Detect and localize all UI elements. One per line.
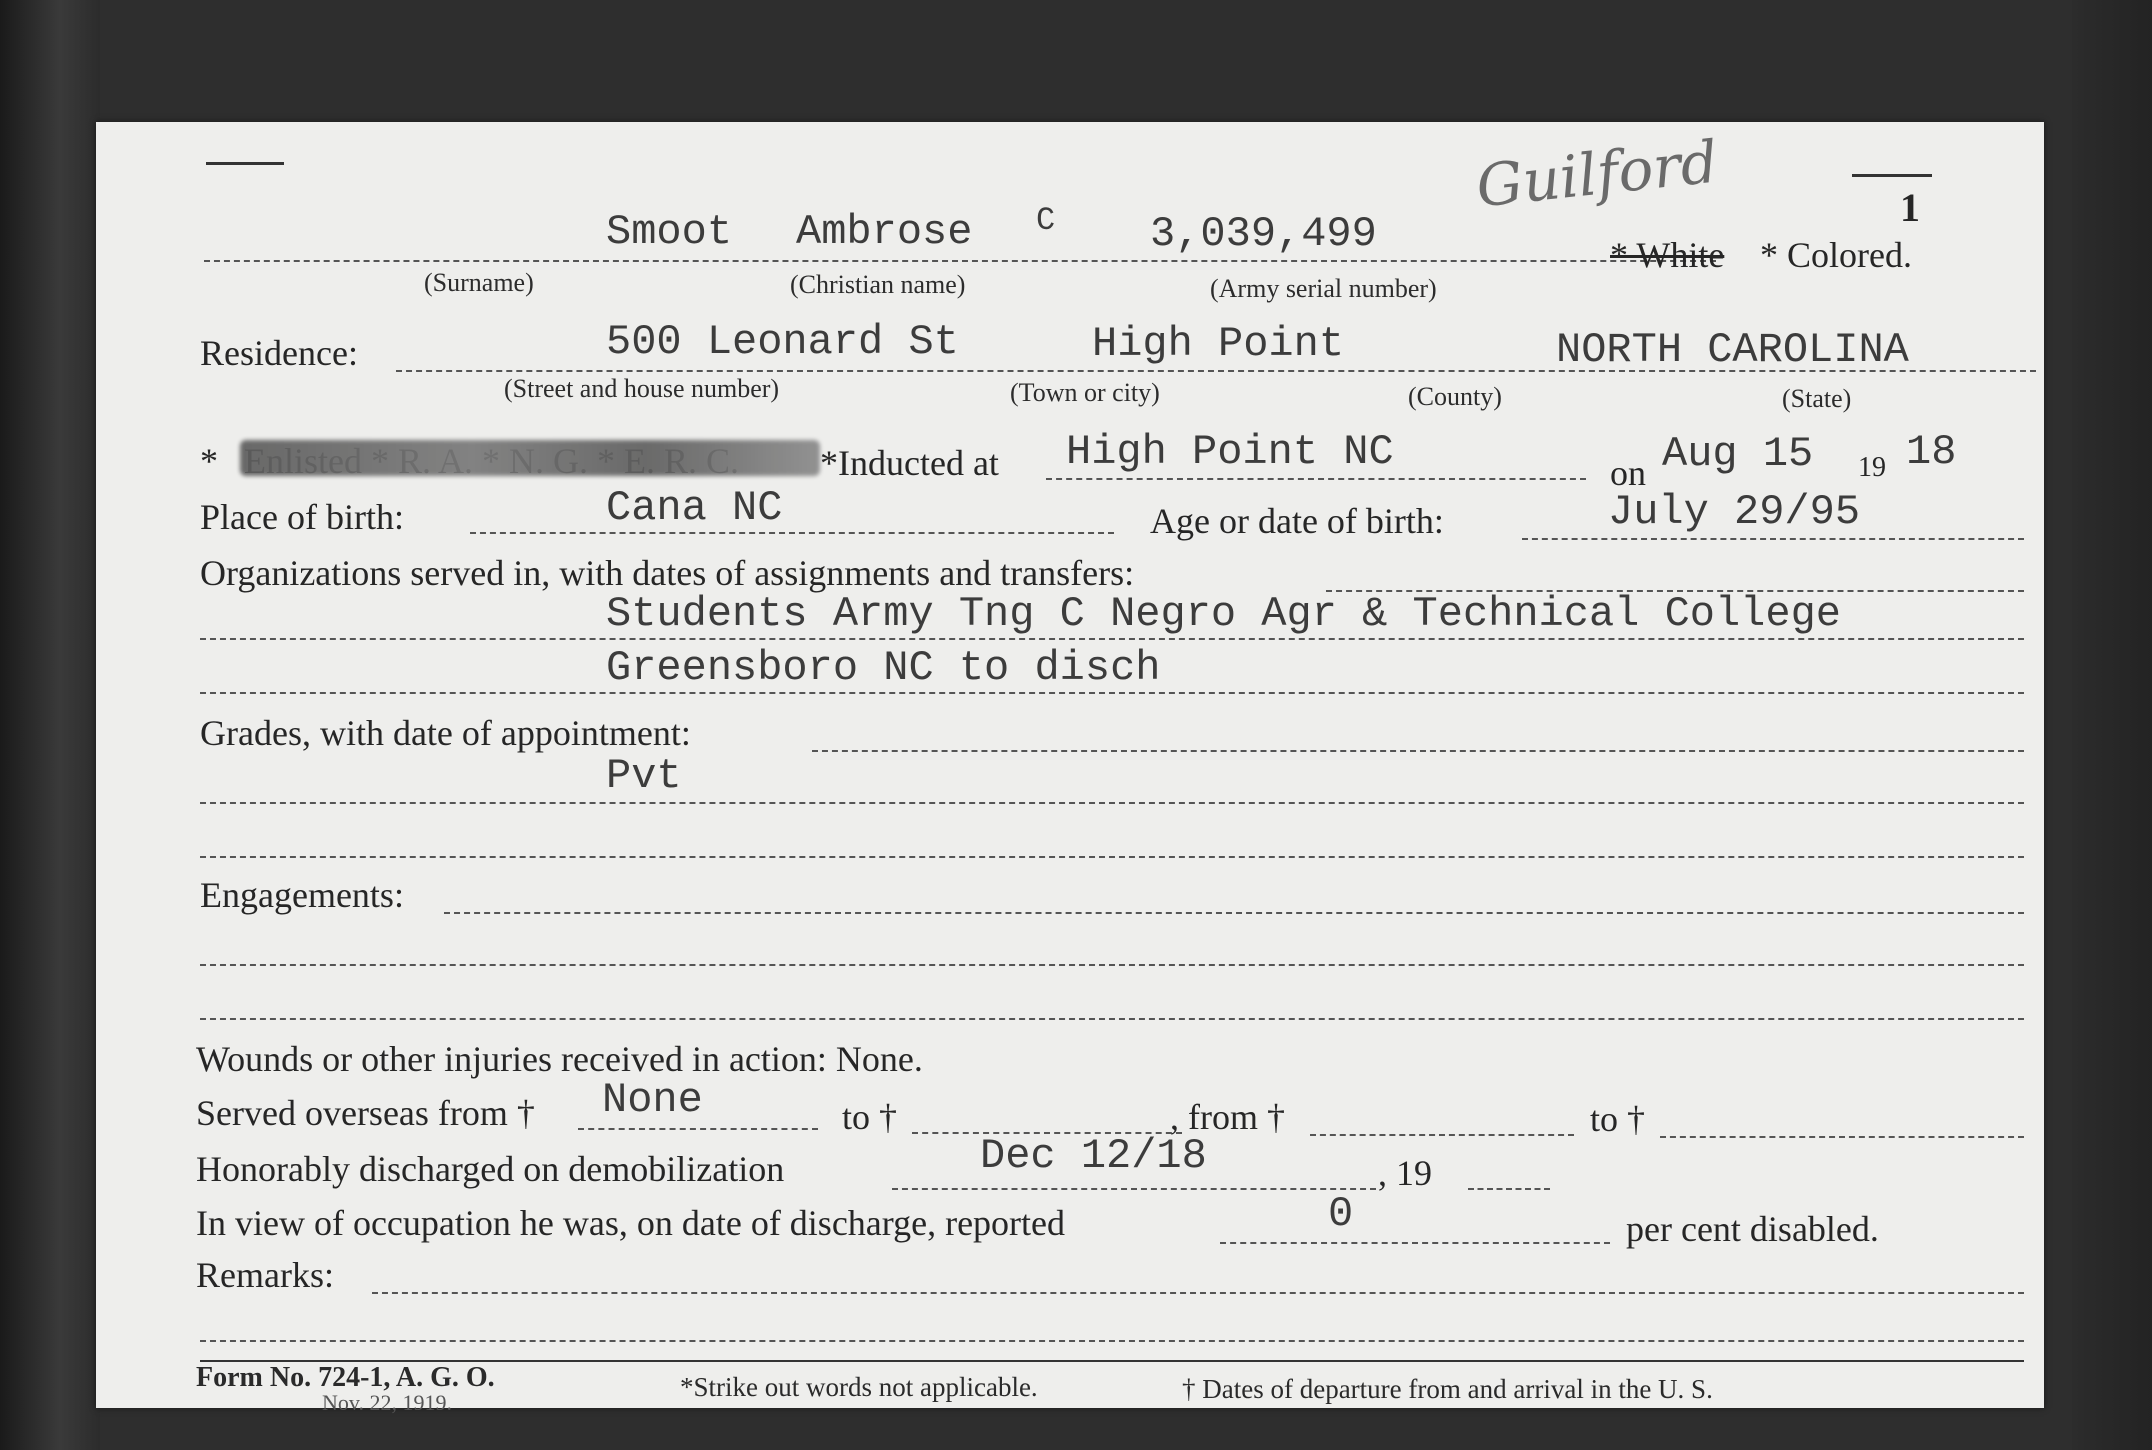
footnote-strike: *Strike out words not applicable. [680, 1372, 1038, 1402]
state-value: NORTH CAROLINA [1556, 326, 1909, 374]
engagements-line-2 [200, 964, 2024, 966]
serial-number-value: 3,039,499 [1150, 210, 1377, 258]
organizations-value-2: Greensboro NC to disch [606, 644, 1161, 692]
street-value: 500 Leonard St [606, 318, 959, 366]
remarks-label: Remarks: [196, 1255, 334, 1295]
organizations-value-1: Students Army Tng C Negro Agr & Technical College [606, 590, 1842, 638]
inducted-label: *Inducted at [820, 443, 999, 483]
overseas-to-label: to † [842, 1097, 898, 1137]
inducted-year-prefix: 19 [1858, 452, 1886, 483]
grades-label-line [812, 750, 2024, 752]
top-right-rule [1852, 174, 1932, 177]
middle-mark: C [1036, 202, 1056, 239]
grades-line-2 [200, 856, 2024, 858]
organizations-line-2 [200, 692, 2024, 694]
wounds-text: Wounds or other injuries received in action: None. [196, 1039, 923, 1079]
overseas-from2-label: , from † [1170, 1097, 1285, 1137]
inducted-line [1046, 478, 1586, 480]
christian-name-caption: (Christian name) [790, 270, 966, 299]
christian-name-value: Ambrose [796, 208, 973, 256]
discharge-line [892, 1188, 1376, 1190]
grades-value: Pvt [606, 752, 682, 800]
birthplace-label: Place of birth: [200, 497, 404, 537]
organizations-line-1 [200, 638, 2024, 640]
overseas-from-line [578, 1128, 818, 1130]
enlisted-options-smudge [240, 440, 820, 476]
birthplace-line [470, 532, 1114, 534]
overseas-from2-line [1310, 1134, 1574, 1136]
surname-value: Smoot [606, 208, 733, 256]
scan-border-left [0, 0, 100, 1450]
inducted-date-value: Aug 15 [1662, 430, 1814, 478]
state-caption: (State) [1782, 384, 1852, 413]
discharge-year-prefix: , 19 [1378, 1153, 1432, 1193]
disability-suffix: per cent disabled. [1626, 1209, 1879, 1249]
form-number: Form No. 724-1, A. G. O. [196, 1362, 495, 1393]
induction-star: * [200, 441, 218, 481]
on-label: on [1610, 453, 1646, 493]
scan-border-right [2072, 0, 2152, 1450]
discharge-label: Honorably discharged on demobilization [196, 1149, 785, 1189]
remarks-line-2 [200, 1340, 2024, 1342]
race-white-struck: * White [1610, 235, 1725, 275]
disability-value: 0 [1328, 1190, 1354, 1238]
grades-label: Grades, with date of appointment: [200, 713, 691, 753]
disability-line [1220, 1242, 1610, 1244]
race-colored: * Colored. [1760, 235, 1912, 275]
overseas-from-value: None [602, 1076, 703, 1124]
inducted-year-value: 18 [1906, 428, 1957, 476]
engagements-line-3 [200, 1018, 2024, 1020]
discharge-year-line [1468, 1188, 1550, 1190]
overseas-to2-label: to † [1590, 1099, 1646, 1139]
inducted-place-value: High Point NC [1066, 428, 1394, 476]
street-caption: (Street and house number) [504, 374, 780, 403]
grades-line-1 [200, 802, 2024, 804]
service-record-card [96, 122, 2044, 1415]
overseas-from-label: Served overseas from † [196, 1093, 535, 1133]
overseas-to2-line [1660, 1136, 2024, 1138]
county-caption: (County) [1408, 382, 1502, 411]
birthdate-value: July 29/95 [1608, 488, 1861, 536]
name-line [204, 260, 1716, 262]
birthplace-value: Cana NC [606, 484, 783, 532]
discharge-date-value: Dec 12/18 [980, 1132, 1207, 1180]
engagements-line-1 [444, 912, 2024, 914]
form-date: Nov. 22, 1919. [322, 1390, 452, 1415]
engagements-label: Engagements: [200, 875, 404, 915]
birthdate-label: Age or date of birth: [1150, 501, 1444, 541]
top-left-rule [206, 162, 284, 165]
town-caption: (Town or city) [1010, 378, 1160, 407]
serial-caption: (Army serial number) [1210, 274, 1437, 303]
birthdate-line [1522, 538, 2024, 540]
residence-label: Residence: [200, 333, 358, 373]
footnote-dates: † Dates of departure from and arrival in the U. S. [1182, 1374, 1713, 1404]
disability-label: In view of occupation he was, on date of discharge, reported [196, 1203, 1066, 1243]
town-value: High Point [1092, 320, 1345, 368]
organizations-label: Organizations served in, with dates of assignments and transfers: [200, 553, 1135, 593]
remarks-line-1 [372, 1292, 2024, 1294]
surname-caption: (Surname) [424, 268, 534, 297]
handwritten-county: Guilford [1473, 127, 1721, 221]
card-number: 1 [1900, 185, 1920, 230]
